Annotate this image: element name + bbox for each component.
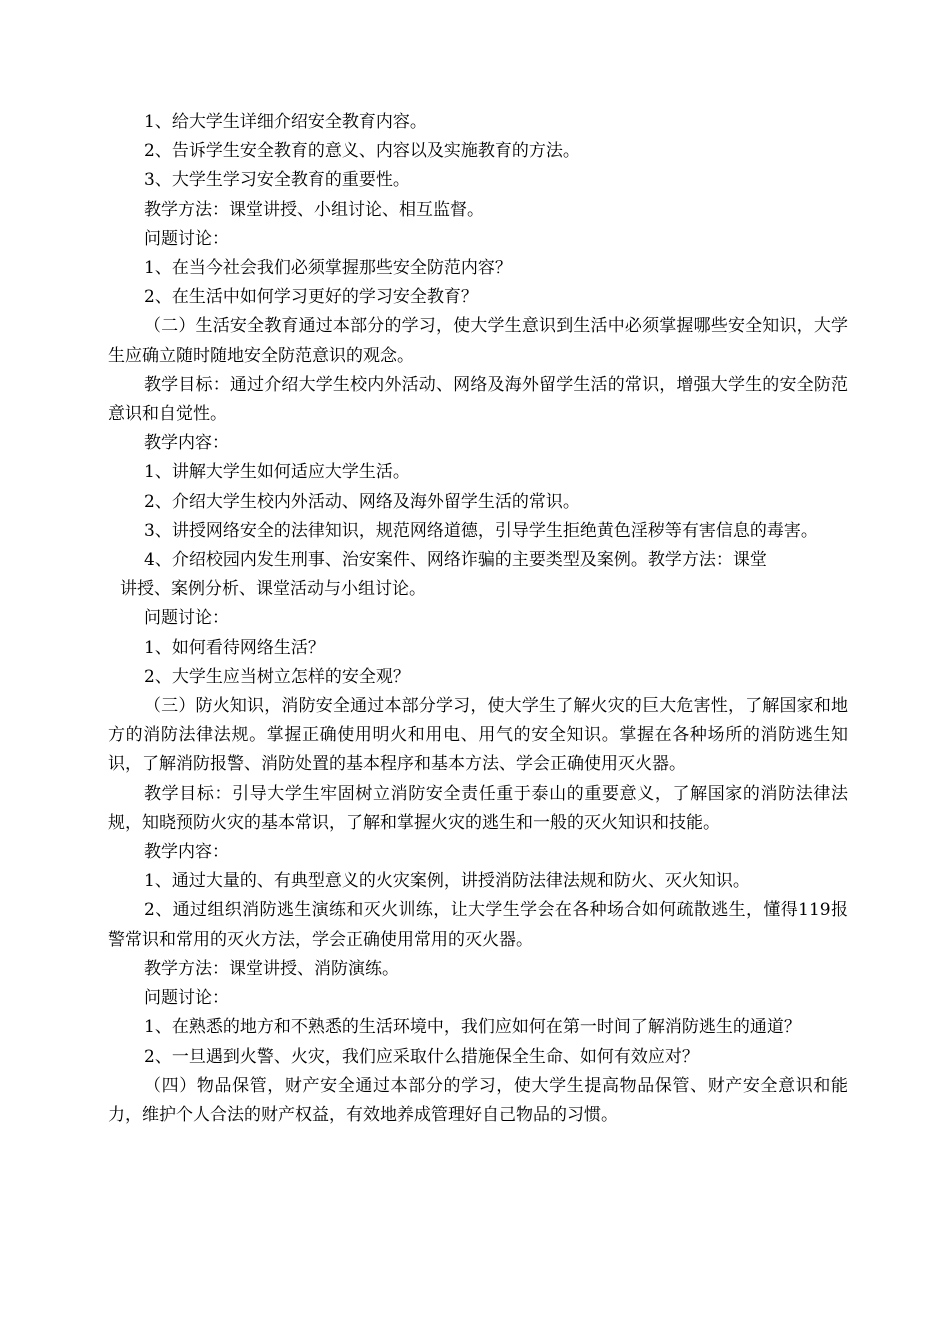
teaching-method-line: 教学方法：课堂讲授、消防演练。	[144, 958, 399, 979]
list-item: 2、大学生应当树立怎样的安全观？	[144, 666, 410, 687]
teaching-method-line: 教学方法：课堂讲授、小组讨论、相互监督。	[144, 199, 484, 220]
list-item: 1、通过大量的、有典型意义的火灾案例，讲授消防法律法规和防火、灭火知识。	[144, 871, 750, 892]
teaching-goal-paragraph: 教学目标：引导大学生牢固树立消防安全责任重于泰山的重要意义，了解国家的消防法律法规，知晓预防火灾的基本常识，了解和掌握火灾的逃生和一般的灭火知识和技能。	[108, 783, 848, 833]
list-item: 2、在生活中如何学习更好的学习安全教育？	[144, 287, 478, 308]
document-body	[108, 108, 848, 1130]
section-label: 教学内容：	[144, 433, 229, 454]
section-heading-paragraph: （二）生活安全教育通过本部分的学习，使大学生意识到生活中必须掌握哪些安全知识，大学生应确立随时随地安全防范意识的观念。	[108, 316, 848, 366]
section-label: 问题讨论：	[144, 228, 229, 249]
teaching-goal-paragraph: 教学目标：通过介绍大学生校内外活动、网络及海外留学生活的常识，增强大学生的安全防范意识和自觉性。	[108, 374, 848, 425]
section-label: 问题讨论：	[144, 988, 229, 1009]
list-item: 1、如何看待网络生活？	[144, 637, 325, 658]
list-item: 2、通过组织消防逃生演练和灭火训练，让大学生学会在各种场合如何疏散逃生，懂得119报警常识和常用的灭火方法，学会正确使用常用的灭火器。	[108, 900, 848, 950]
list-item: 3、大学生学习安全教育的重要性。	[144, 170, 410, 191]
list-item: 3、讲授网络安全的法律知识，规范网络道德，引导学生拒绝黄色淫秽等有害信息的毒害。	[144, 520, 818, 541]
section-heading-paragraph: （三）防火知识，消防安全通过本部分学习，使大学生了解火灾的巨大危害性，了解国家和地方的消防法律法规。掌握正确使用明火和用电、用气的安全知识。掌握在各种场所的消防逃生知识，了解消防报警、消防处置的基本程序和基本方法、学会正确使用灭火器。	[108, 696, 848, 775]
section-label: 问题讨论：	[144, 608, 229, 629]
section-heading-paragraph: （四）物品保管，财产安全通过本部分的学习，使大学生提高物品保管、财产安全意识和能力，维护个人合法的财产权益，有效地养成管理好自己物品的习惯。	[108, 1075, 848, 1125]
list-item: 1、给大学生详细介绍安全教育内容。	[144, 112, 427, 132]
list-item-line: 讲授、案例分析、课堂活动与小组讨论。	[120, 579, 426, 600]
list-item: 1、讲解大学生如何适应大学生活。	[144, 462, 410, 483]
list-item: 1、在熟悉的地方和不熟悉的生活环境中，我们应如何在第一时间了解消防逃生的通道？	[144, 1017, 801, 1038]
list-item: 2、一旦遇到火警、火灾，我们应采取什么措施保全生命、如何有效应对？	[144, 1046, 699, 1067]
list-item: 2、介绍大学生校内外活动、网络及海外留学生活的常识。	[144, 491, 580, 512]
list-item-line: 4、介绍校园内发生刑事、治安案件、网络诈骗的主要类型及案例。教学方法：课堂	[144, 550, 767, 571]
list-item: 2、告诉学生安全教育的意义、内容以及实施教育的方法。	[144, 141, 580, 162]
section-label: 教学内容：	[144, 842, 229, 863]
list-item: 1、在当今社会我们必须掌握那些安全防范内容？	[144, 258, 512, 279]
list-item	[108, 546, 848, 604]
